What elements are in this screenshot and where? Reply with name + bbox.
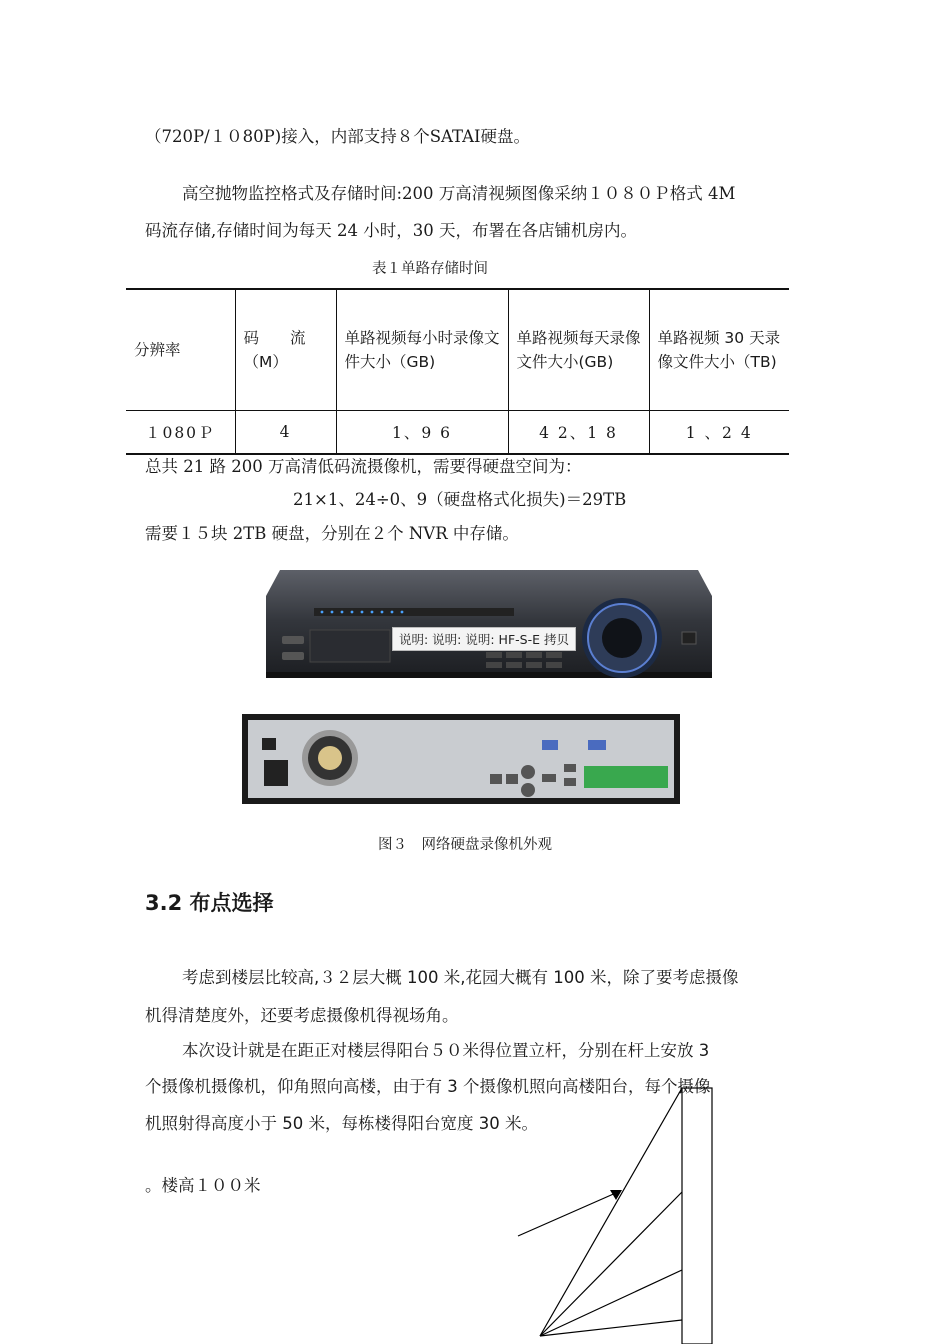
paragraph-storage-format-2: 码流存储,存储时间为每天 24 小时，30 天，布署在各店铺机房内。	[145, 221, 637, 240]
diagram-note: 。楼高１００米	[145, 1176, 261, 1195]
cell-daily-size: 4 2、1 8	[508, 411, 649, 455]
paragraph-design-3: 机照射得高度小于 50 米，每栋楼得阳台宽度 30 米。	[145, 1114, 538, 1133]
nvr-front-photo	[266, 560, 712, 678]
storage-table	[126, 288, 789, 455]
paragraph-storage-format-1: 高空抛物监控格式及存储时间:200 万高清视频图像采纳１０８０Ｐ格式 4M	[182, 184, 736, 203]
header-hourly-size: 单路视频每小时录像文件大小（GB)	[336, 289, 508, 411]
header-resolution: 分辨率	[126, 289, 235, 411]
cell-resolution: １080Ｐ	[126, 411, 235, 455]
section-heading: 3.2 布点选择	[145, 891, 274, 915]
photo-label: 说明: 说明: 说明: HF-S-E 拷贝	[392, 627, 576, 651]
nvr-back-photo	[242, 714, 680, 804]
cell-bitrate: 4	[235, 411, 336, 455]
cell-monthly-size: 1 、2 4	[649, 411, 789, 455]
header-bitrate-unit: （M）	[243, 353, 288, 371]
paragraph-design-1: 本次设计就是在距正对楼层得阳台５０米得位置立杆，分别在杆上安放 3	[182, 1041, 710, 1060]
header-daily-size: 单路视频每天录像文件大小(GB)	[508, 289, 649, 411]
table-header-row	[126, 289, 789, 411]
paragraph-building-height-1: 考虑到楼层比较高,３２层大概 100 米,花园大概有 100 米，除了要考虑摄像	[182, 968, 739, 987]
paragraph-design-2: 个摄像机摄像机，仰角照向高楼，由于有 3 个摄像机照向高楼阳台，每个摄像	[145, 1077, 711, 1096]
header-bitrate-label: 码 流	[243, 329, 306, 347]
figure-caption: 图３ 网络硬盘录像机外观	[378, 837, 552, 853]
table-caption: 表１单路存储时间	[372, 261, 488, 277]
paragraph-building-height-2: 机得清楚度外，还要考虑摄像机得视场角。	[145, 1006, 459, 1025]
table-row	[126, 411, 789, 455]
cell-hourly-size: 1、9 6	[336, 411, 508, 455]
header-monthly-size: 单路视频 30 天录像文件大小（TB)	[649, 289, 789, 411]
header-bitrate	[235, 289, 336, 411]
paragraph-disk-count: 需要１５块 2TB 硬盘，分别在２个 NVR 中存储。	[145, 524, 519, 543]
paragraph-disk-space: 总共 21 路 200 万高清低码流摄像机，需要得硬盘空间为：	[145, 457, 582, 476]
camera-view-diagram	[510, 1080, 730, 1344]
formula: 21×1、24÷0、9（硬盘格式化损失)＝29TB	[293, 490, 627, 509]
paragraph-interface: （720P/１０80P)接入，内部支持８个SATAⅠ硬盘。	[145, 127, 531, 146]
